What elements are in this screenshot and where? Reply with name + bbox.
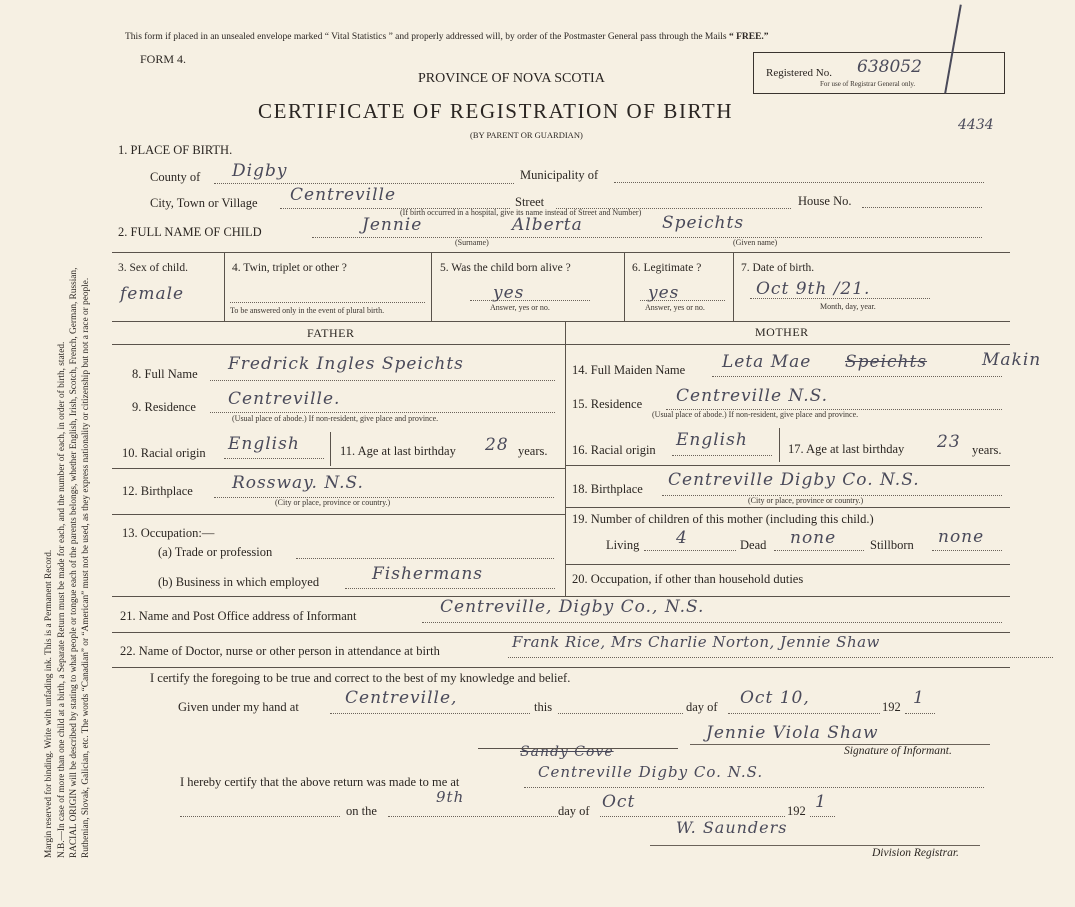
sex-value: female	[120, 284, 185, 304]
given-label: Given under my hand at	[178, 700, 299, 714]
dob-value: Oct 9th /21.	[756, 279, 871, 299]
county-label: County of	[150, 170, 201, 184]
alive-note: Answer, yes or no.	[490, 303, 550, 312]
month-line	[600, 816, 785, 817]
signature-label: Signature of Informant.	[844, 745, 952, 757]
father-business-label: (b) Business in which employed	[158, 575, 320, 589]
box-divider-2	[431, 252, 432, 321]
box-divider-4	[733, 252, 734, 321]
father-business-value: Fishermans	[372, 564, 484, 584]
mother-racial-line	[672, 455, 772, 456]
mother-birthplace-value: Centreville Digby Co. N.S.	[668, 470, 920, 490]
mother-years-label: years.	[972, 443, 1002, 457]
legit-value: yes	[648, 283, 680, 303]
mother-abode-note: (Usual place of abode.) If non-resident, give place and province.	[652, 410, 859, 419]
twin-label: 4. Twin, triplet or other ?	[232, 262, 347, 274]
month-value: Oct	[602, 792, 636, 812]
mother-maiden-struck: Speichts	[845, 352, 928, 372]
registrar-note: For use of Registrar General only.	[820, 80, 916, 88]
father-occupation-top	[112, 514, 565, 515]
twin-line	[230, 302, 425, 303]
year2-prefix: 192	[787, 804, 806, 818]
mother-children-top	[565, 507, 1010, 508]
dead-line	[774, 550, 864, 551]
dob-line	[750, 298, 930, 299]
on-the-prefix-line	[180, 816, 340, 817]
county-line	[214, 183, 514, 184]
municipality-label: Municipality of	[520, 168, 599, 182]
father-age-divider	[330, 432, 331, 466]
mother-racial-value: English	[676, 430, 748, 450]
mother-children-label: 19. Number of children of this mother (including this child.)	[572, 512, 874, 526]
father-heading-underline	[112, 344, 1010, 345]
mother-birthplace-label: 18. Birthplace	[572, 482, 643, 496]
attendant-bottom-border	[112, 667, 1010, 668]
father-mother-divider	[565, 321, 566, 596]
mother-occupation-top	[565, 564, 1010, 565]
dob-label: 7. Date of birth.	[741, 262, 815, 274]
child-name-label: 2. FULL NAME OF CHILD	[118, 225, 262, 239]
sex-label: 3. Sex of child.	[118, 262, 188, 274]
father-racial-line	[224, 458, 324, 459]
given-place-line	[330, 713, 530, 714]
living-value: 4	[676, 528, 688, 548]
year2-line	[810, 816, 835, 817]
day-of-value: Oct 10,	[740, 688, 810, 708]
father-age-label: 11. Age at last birthday	[340, 444, 456, 458]
municipality-line	[614, 182, 984, 183]
father-abode-note: (Usual place of abode.) If non-resident, give place and province.	[232, 414, 439, 423]
this-line	[558, 713, 683, 714]
alive-line	[470, 300, 590, 301]
dead-value: none	[790, 528, 837, 548]
father-racial-label: 10. Racial origin	[122, 446, 206, 460]
margin-note-nationality: Ruthenian, Slovak, Galician, etc. The words “Canadian” or “American” must not be used, as they express nationality or citizenship but not a race or people.	[81, 277, 91, 858]
free-notice: “ FREE.”	[728, 32, 769, 42]
father-age-value: 28	[485, 435, 509, 455]
dob-note: Month, day, year.	[820, 302, 876, 311]
county-value: Digby	[232, 161, 288, 181]
street-label: Street	[515, 195, 545, 209]
mother-birthplace-top	[565, 465, 1010, 466]
house-label: House No.	[798, 194, 852, 208]
province-heading: PROVINCE OF NOVA SCOTIA	[418, 71, 605, 86]
margin-note-multiple-births: N.B.—In case of more than one child at a birth, a Separate Return must be made for each, and the number of each, in order of birth, stated.	[57, 341, 67, 858]
alive-label: 5. Was the child born alive ?	[440, 262, 571, 274]
mother-residence-value: Centreville N.S.	[676, 386, 829, 406]
child-name-line	[312, 237, 982, 238]
dead-label: Dead	[740, 538, 767, 552]
registrar-label: Division Registrar.	[872, 847, 959, 859]
child-surname: Speichts	[662, 213, 745, 233]
registrar-signature-line	[650, 845, 980, 846]
mother-maiden-value: Leta Mae	[722, 352, 812, 372]
row-bottom-border	[112, 321, 1010, 322]
informant-line	[422, 622, 1002, 623]
father-heading: FATHER	[307, 326, 355, 340]
legit-line	[640, 300, 725, 301]
father-birthplace-value: Rossway. N.S.	[232, 473, 364, 493]
house-line	[862, 207, 982, 208]
mother-racial-label: 16. Racial origin	[572, 443, 656, 457]
mother-age-value: 23	[937, 432, 961, 452]
given-name-note: (Given name)	[733, 238, 778, 247]
registered-label: Registered No.	[766, 67, 832, 79]
legit-label: 6. Legitimate ?	[632, 262, 702, 274]
informant-value: Centreville, Digby Co., N.S.	[440, 597, 705, 617]
return-place-value: Centreville Digby Co. N.S.	[538, 763, 764, 781]
father-name-label: 8. Full Name	[132, 367, 198, 381]
child-middle-name: Alberta	[512, 215, 583, 235]
mother-age-divider	[779, 428, 780, 462]
page-subtitle: (BY PARENT OR GUARDIAN)	[470, 130, 583, 140]
corner-mark: 4434	[958, 117, 994, 133]
stillborn-line	[932, 550, 1002, 551]
father-residence-label: 9. Residence	[132, 400, 196, 414]
informant-signature: Jennie Viola Shaw	[706, 723, 879, 743]
day-of-label: day of	[686, 700, 718, 714]
registrar-signature: W. Saunders	[676, 818, 788, 837]
surname-note: (Surname)	[455, 238, 489, 247]
attendant-label: 22. Name of Doctor, nurse or other person in attendance at birth	[120, 644, 440, 658]
hospital-note: (If birth occurred in a hospital, give its name instead of Street and Number)	[400, 208, 642, 217]
child-first-name: Jennie	[362, 215, 423, 235]
legit-note: Answer, yes or no.	[645, 303, 705, 312]
mother-residence-label: 15. Residence	[572, 397, 643, 411]
place-of-birth-heading: 1. PLACE OF BIRTH.	[118, 143, 233, 157]
mother-heading: MOTHER	[755, 325, 809, 339]
alive-value: yes	[493, 283, 525, 303]
return-label: I hereby certify that the above return was made to me at	[180, 775, 460, 789]
return-place-line	[524, 787, 984, 788]
twin-note: To be answered only in the event of plural birth.	[230, 306, 385, 315]
registered-number: 638052	[857, 57, 922, 77]
attendant-value: Frank Rice, Mrs Charlie Norton, Jennie Shaw	[512, 633, 880, 651]
on-the-label: on the	[346, 804, 377, 818]
attendant-line	[508, 657, 1053, 658]
father-occupation-label: 13. Occupation:—	[122, 526, 215, 540]
city-value: Centreville	[290, 185, 397, 205]
this-label: this	[534, 700, 553, 714]
postal-notice: This form if placed in an unsealed envelope marked “ Vital Statistics ” and properly addressed will, by order of the Postmaster General pass through the Mails “ FREE.”	[125, 32, 769, 42]
year2-value: 1	[815, 792, 827, 812]
mother-maiden-label: 14. Full Maiden Name	[572, 363, 686, 377]
living-label: Living	[606, 538, 640, 552]
father-years-label: years.	[518, 444, 548, 458]
year-line	[905, 713, 935, 714]
page-title: CERTIFICATE OF REGISTRATION OF BIRTH	[258, 99, 734, 123]
father-residence-line	[210, 412, 555, 413]
father-trade-line	[296, 558, 554, 559]
certify-statement: I certify the foregoing to be true and correct to the best of my knowledge and belief.	[150, 671, 571, 685]
on-day-value: 9th	[436, 788, 465, 806]
given-place-value: Centreville,	[345, 688, 458, 708]
struck-place: Sandy Cove	[520, 744, 614, 760]
father-trade-label: (a) Trade or profession	[158, 545, 273, 559]
struck-line	[478, 748, 678, 749]
city-label: City, Town or Village	[150, 196, 258, 210]
margin-note-binding: Margin reserved for binding. Write with unfading ink. This is a Permanent Record.	[44, 549, 54, 858]
mother-maiden-line	[712, 376, 1002, 377]
living-line	[644, 550, 736, 551]
day-of2-label: day of	[558, 804, 590, 818]
row-top-border	[112, 252, 1010, 253]
year-value: 1	[913, 688, 925, 708]
informant-label: 21. Name and Post Office address of Informant	[120, 609, 357, 623]
day-of-line	[728, 713, 880, 714]
father-name-value: Fredrick Ingles Speichts	[228, 354, 464, 374]
box-divider-1	[224, 252, 225, 321]
box-divider-3	[624, 252, 625, 321]
on-day-line	[388, 816, 558, 817]
stillborn-value: none	[938, 527, 985, 547]
father-birthplace-note: (City or place, province or country.)	[275, 498, 391, 507]
stillborn-label: Stillborn	[870, 538, 914, 552]
mother-maiden-surname: Makin	[982, 350, 1042, 370]
mother-age-label: 17. Age at last birthday	[788, 442, 905, 456]
form-number: FORM 4.	[140, 52, 187, 66]
father-birthplace-label: 12. Birthplace	[122, 484, 193, 498]
mother-birthplace-note: (City or place, province or country.)	[748, 496, 864, 505]
father-name-line	[210, 380, 555, 381]
father-residence-value: Centreville.	[228, 389, 341, 409]
father-birthplace-top	[112, 468, 565, 469]
margin-note-racial-origin: RACIAL ORIGIN will be described by stating to what people or tongue each of the parents belongs, whether English, Irish, Scotch, French, German, Russian,	[69, 267, 79, 858]
mother-occupation-label: 20. Occupation, if other than household duties	[572, 572, 804, 586]
father-business-line	[345, 588, 555, 589]
father-racial-value: English	[228, 434, 300, 454]
year-prefix: 192	[882, 700, 901, 714]
